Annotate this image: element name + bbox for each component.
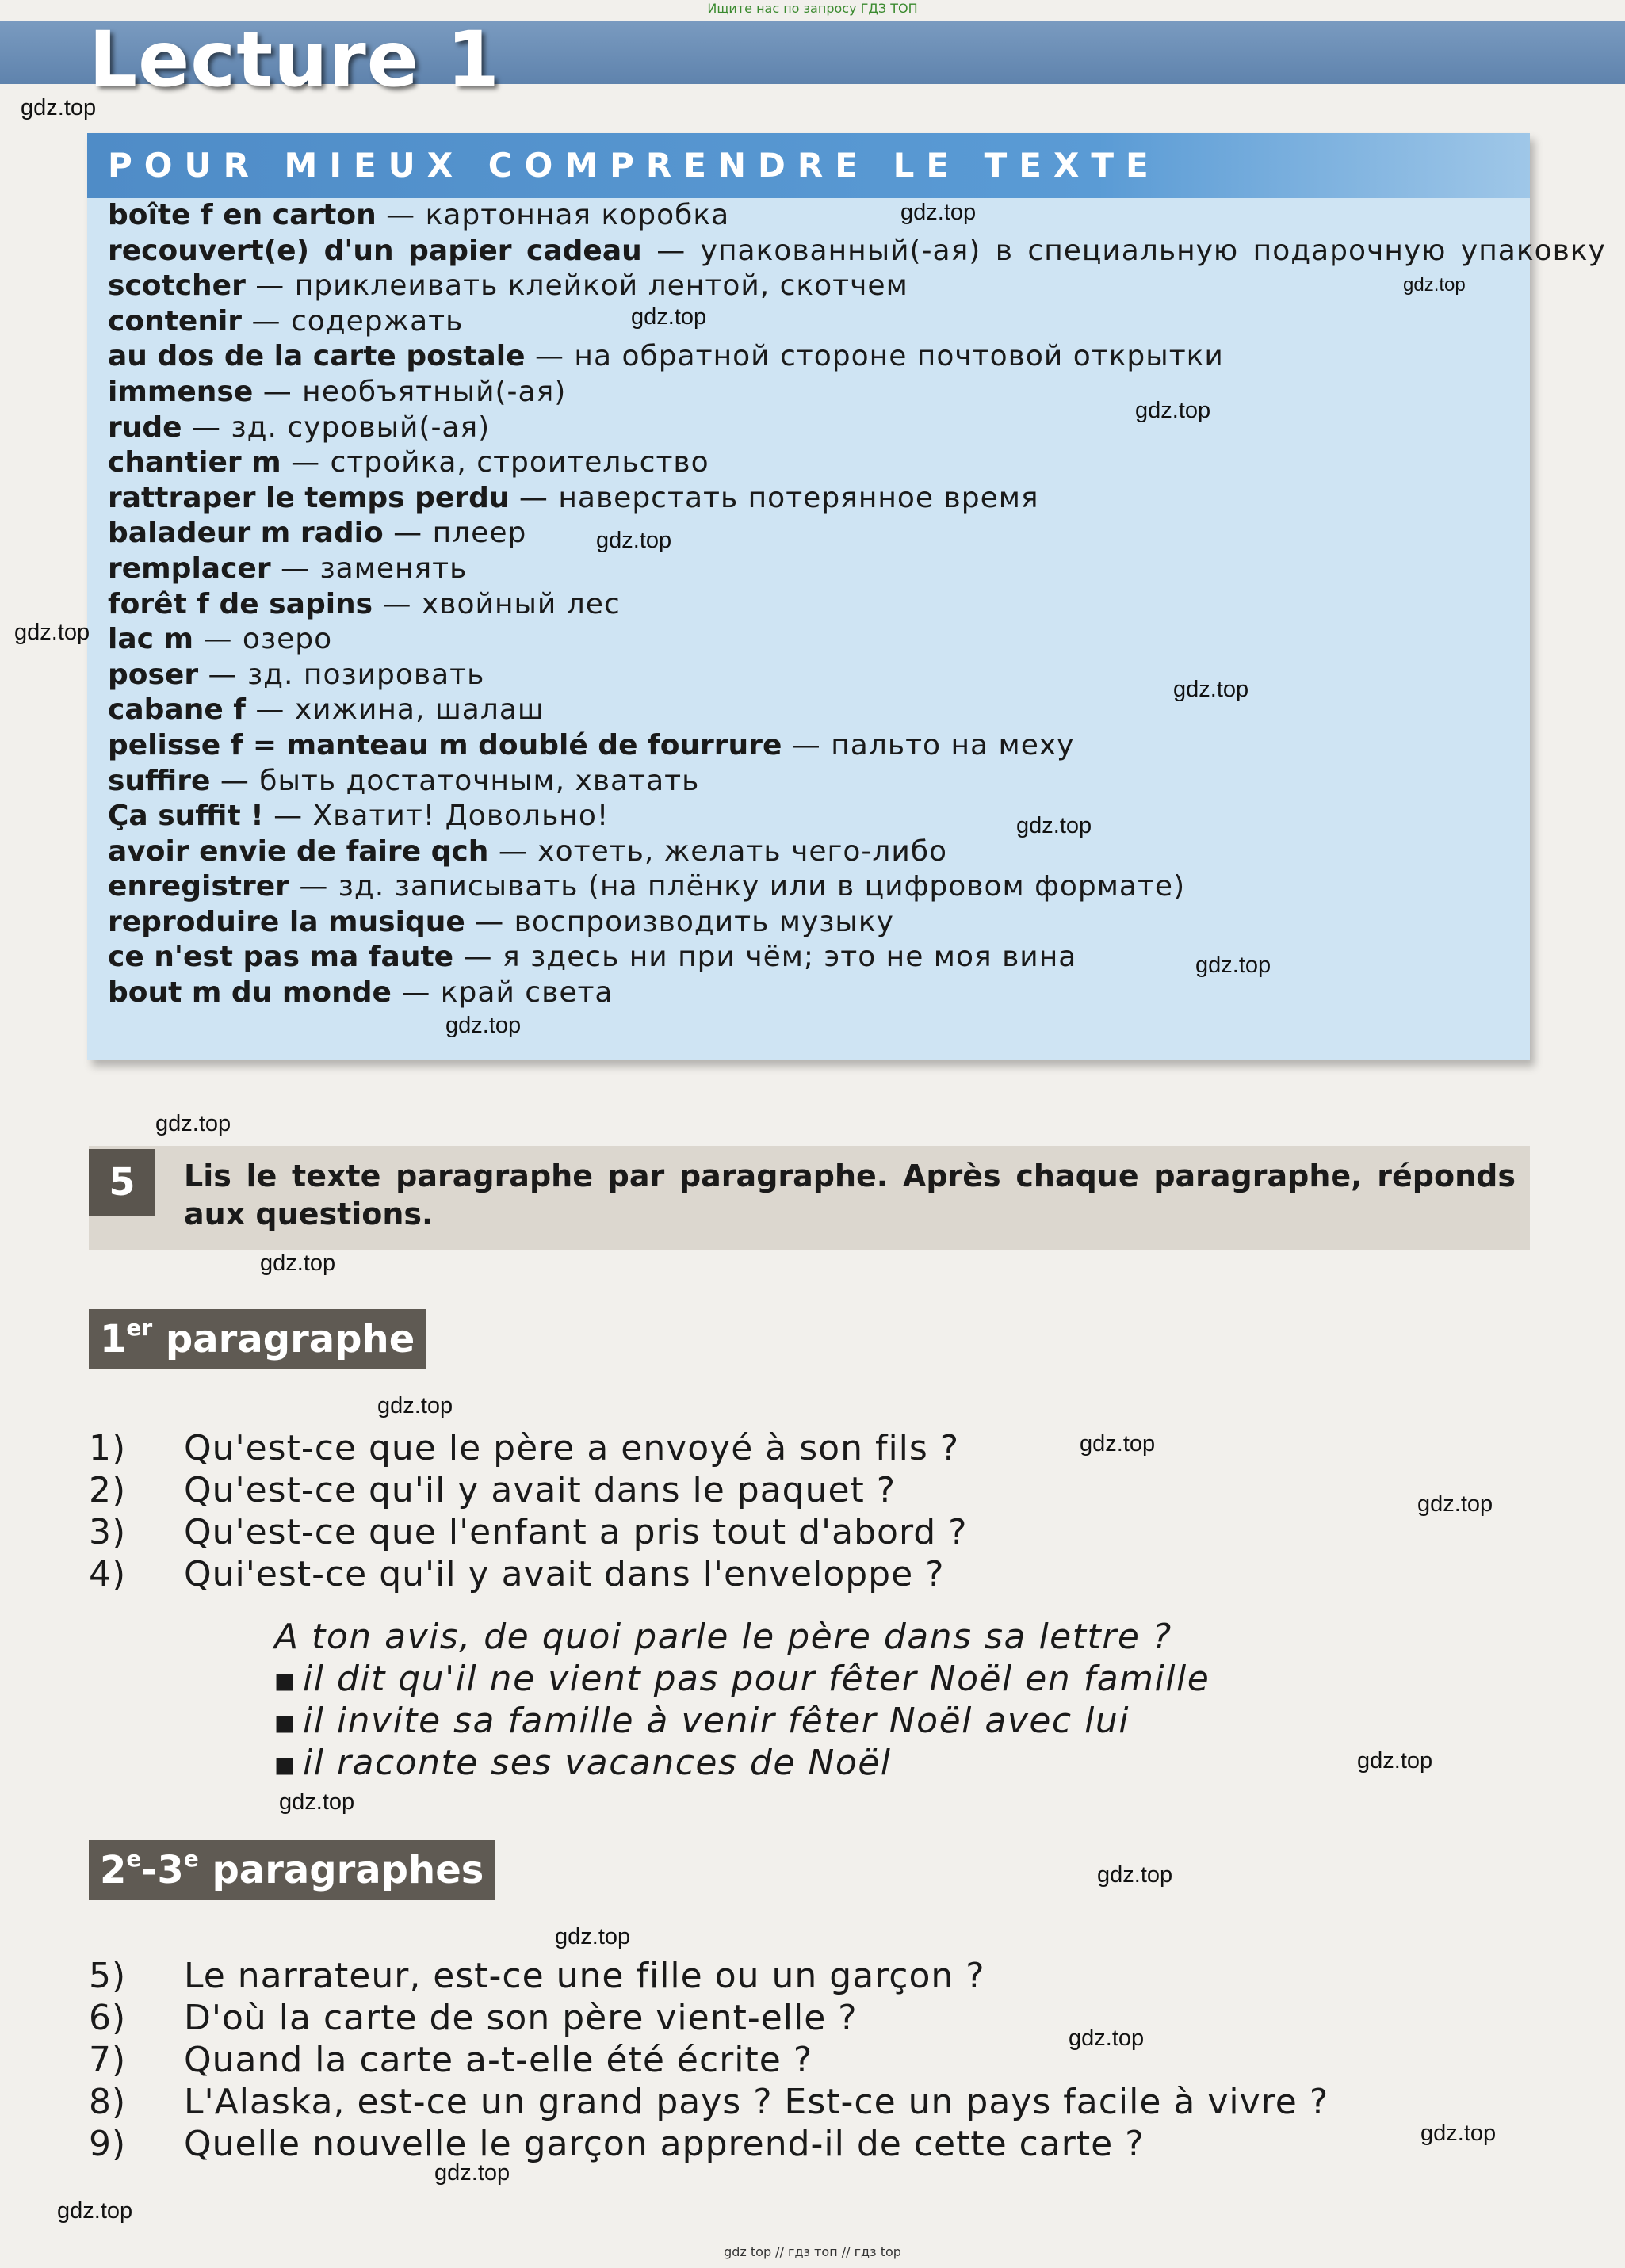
vocab-entry xyxy=(108,658,1519,693)
watermark: gdz.top xyxy=(900,200,977,225)
vocab-entry xyxy=(108,516,1519,552)
opinion-option xyxy=(274,1743,892,1785)
vocab-entry xyxy=(108,375,1519,410)
vocab-french: remplacer xyxy=(108,552,271,585)
question-text: Qu'est-ce que le père a envoyé à son fils ? xyxy=(184,1428,960,1468)
question-number: 6) xyxy=(89,1998,127,2038)
vocab-russian: — озеро xyxy=(193,623,333,656)
question-text: Qui'est-ce qu'il y avait dans l'enveloppe ? xyxy=(184,1554,945,1594)
watermark: gdz.top xyxy=(57,2198,133,2224)
vocab-french: forêt f de sapins xyxy=(108,587,373,620)
vocab-entry xyxy=(108,693,1519,728)
watermark: gdz.top xyxy=(1080,1431,1156,1457)
vocab-russian: — Хватит! Довольно! xyxy=(263,800,610,833)
vocab-russian: — хотеть, желать чего-либо xyxy=(488,834,948,868)
vocab-russian: — край света xyxy=(391,976,614,1010)
watermark: gdz.top xyxy=(555,1924,631,1949)
vocab-french: immense xyxy=(108,375,254,408)
watermark: gdz.top xyxy=(1195,953,1271,978)
question-item xyxy=(89,1998,858,2039)
opinion-option xyxy=(274,1701,1130,1743)
task-number: 5 xyxy=(89,1149,155,1216)
watermark: gdz.top xyxy=(445,1013,522,1038)
vocab-french: pelisse f = manteau m doublé de fourrure xyxy=(108,728,782,762)
vocab-russian: — картонная коробка xyxy=(376,199,730,231)
opinion-question: A ton avis, de quoi parle le père dans sa lettre ? xyxy=(274,1617,1172,1657)
watermark: gdz.top xyxy=(377,1393,453,1418)
vocab-entry xyxy=(108,339,1519,375)
question-item xyxy=(89,2040,812,2081)
vocab-french: rude xyxy=(108,410,182,444)
watermark: gdz.top xyxy=(155,1111,231,1136)
vocab-french: poser xyxy=(108,658,199,691)
vocab-russian: — заменять xyxy=(270,552,468,585)
vocab-entry xyxy=(108,905,1519,941)
question-text: Le narrateur, est-ce une fille ou un garçon ? xyxy=(184,1956,985,1996)
bottom-note: gdz top // гдз топ // гдз top xyxy=(724,2244,901,2259)
watermark: gdz.top xyxy=(631,304,707,330)
question-item xyxy=(89,1956,985,1997)
section-label-number: 2 xyxy=(100,1848,127,1892)
watermark: gdz.top xyxy=(1173,677,1249,702)
question-text: L'Alaska, est-ce un grand pays ? Est-ce un pays facile à vivre ? xyxy=(184,2082,1329,2122)
watermark: gdz.top xyxy=(1403,274,1466,296)
vocab-entry xyxy=(108,940,1519,976)
vocab-entry xyxy=(108,834,1519,870)
vocab-entry xyxy=(108,622,1519,658)
watermark: gdz.top xyxy=(14,620,90,645)
opinion-option-text: il raconte ses vacances de Noël xyxy=(303,1743,892,1783)
vocab-french: recouvert(e) d'un papier cadeau xyxy=(108,234,642,267)
watermark: gdz.top xyxy=(1097,1862,1173,1888)
vocab-entry xyxy=(108,410,1519,446)
vocab-french: cabane f xyxy=(108,693,246,727)
watermark: gdz.top xyxy=(21,95,97,120)
vocab-russian: — зд. позировать xyxy=(198,658,485,691)
vocab-russian: — стройка, строительство xyxy=(281,446,709,479)
vocab-french: reproduire la musique xyxy=(108,905,465,938)
vocab-russian: — хвойный лес xyxy=(373,587,621,620)
question-number: 2) xyxy=(89,1470,127,1510)
section-label-sup: e xyxy=(183,1846,199,1872)
vocab-french: avoir envie de faire qch xyxy=(108,834,489,868)
question-item xyxy=(89,1512,968,1553)
vocab-french: rattraper le temps perdu xyxy=(108,481,510,514)
vocab-russian: — воспроизводить музыку xyxy=(465,905,894,938)
section-label-sup: e xyxy=(126,1846,142,1872)
vocab-entry xyxy=(108,198,1519,234)
question-text: Qu'est-ce que l'enfant a pris tout d'abord ? xyxy=(184,1512,968,1552)
vocab-entry xyxy=(108,799,1519,834)
opinion-option-text: il dit qu'il ne vient pas pour fêter Noël en famille xyxy=(303,1659,1210,1699)
watermark: gdz.top xyxy=(434,2160,510,2186)
vocab-entry xyxy=(108,234,1606,269)
vocab-entry xyxy=(108,728,1519,764)
question-text: Qu'est-ce qu'il y avait dans le paquet ? xyxy=(184,1470,897,1510)
opinion-option xyxy=(274,1659,1210,1701)
question-number: 3) xyxy=(89,1512,127,1552)
vocab-russian: — зд. записывать (на плёнку или в цифровом формате) xyxy=(289,870,1186,903)
section-label-2 xyxy=(89,1840,495,1900)
watermark: gdz.top xyxy=(1357,1748,1433,1774)
task-box xyxy=(89,1146,1530,1250)
watermark: gdz.top xyxy=(260,1250,336,1276)
vocab-entry xyxy=(108,976,1519,1011)
section-label-text: paragraphe xyxy=(152,1317,415,1361)
question-item xyxy=(89,2124,1145,2165)
vocabulary-header xyxy=(87,133,1530,198)
vocabulary-heading: POUR MIEUX COMPRENDRE LE TEXTE xyxy=(108,146,1160,185)
vocab-french: Ça suffit ! xyxy=(108,800,264,833)
vocab-russian: — хижина, шалаш xyxy=(245,693,545,727)
vocab-russian: — необъятный(-ая) xyxy=(253,375,567,408)
watermark: gdz.top xyxy=(1016,813,1092,838)
vocab-entry xyxy=(108,481,1519,517)
vocab-french: bout m du monde xyxy=(108,976,392,1010)
vocab-french: lac m xyxy=(108,623,194,656)
vocab-entry xyxy=(108,764,1519,800)
section-label-text: paragraphes xyxy=(198,1848,484,1892)
vocab-french: suffire xyxy=(108,764,211,797)
vocab-russian: — упакованный(-ая) в специальную подарочную упаковку xyxy=(641,234,1606,267)
question-number: 8) xyxy=(89,2082,127,2122)
section-label-dash: -3 xyxy=(141,1848,184,1892)
watermark: gdz.top xyxy=(1420,2121,1497,2146)
question-item xyxy=(89,1554,945,1595)
question-text: D'où la carte de son père vient-elle ? xyxy=(184,1998,858,2038)
question-number: 7) xyxy=(89,2040,127,2080)
vocab-russian: — зд. суровый(-ая) xyxy=(182,410,491,444)
vocab-french: chantier m xyxy=(108,446,281,479)
vocab-entry xyxy=(108,269,1519,304)
question-item xyxy=(89,2082,1329,2123)
section-label-sup: er xyxy=(126,1315,153,1341)
vocab-russian: — наверстать потерянное время xyxy=(509,481,1039,514)
watermark: gdz.top xyxy=(596,528,672,553)
vocab-russian: — я здесь ни при чём; это не моя вина xyxy=(453,941,1077,974)
page-title: Lecture 1 xyxy=(89,15,501,104)
section-label-number: 1 xyxy=(100,1317,127,1361)
section-label-1 xyxy=(89,1309,426,1369)
vocab-russian: — пальто на меху xyxy=(782,728,1075,762)
opinion-option-text: il invite sa famille à venir fêter Noël avec lui xyxy=(303,1701,1130,1741)
vocabulary-box xyxy=(87,133,1606,1060)
vocab-french: baladeur m radio xyxy=(108,517,384,550)
vocab-entry xyxy=(108,587,1519,623)
question-text: Quelle nouvelle le garçon apprend-il de cette carte ? xyxy=(184,2124,1145,2164)
vocab-french: enregistrer xyxy=(108,870,289,903)
question-number: 9) xyxy=(89,2124,127,2164)
bullet-icon: ■ xyxy=(274,1751,296,1777)
vocab-french: scotcher xyxy=(108,269,246,303)
vocab-entry xyxy=(108,552,1519,587)
vocab-entry xyxy=(108,304,1519,340)
top-note: Ищите нас по запросу ГДЗ ТОП xyxy=(707,1,918,16)
watermark: gdz.top xyxy=(279,1789,355,1815)
vocab-french: boîte f en carton xyxy=(108,199,377,231)
watermark: gdz.top xyxy=(1069,2026,1145,2051)
vocab-entry xyxy=(108,869,1519,905)
vocab-russian: — плеер xyxy=(383,517,527,550)
bullet-icon: ■ xyxy=(274,1667,296,1693)
question-item xyxy=(89,1470,896,1511)
question-item xyxy=(89,1428,959,1469)
question-number: 5) xyxy=(89,1956,127,1996)
vocab-russian: — быть достаточным, хватать xyxy=(210,764,700,797)
vocab-entry xyxy=(108,445,1519,481)
question-number: 1) xyxy=(89,1428,127,1468)
vocab-french: ce n'est pas ma faute xyxy=(108,941,454,974)
bullet-icon: ■ xyxy=(274,1709,296,1735)
vocab-french: au dos de la carte postale xyxy=(108,340,526,373)
vocabulary-list xyxy=(108,198,1606,1011)
watermark: gdz.top xyxy=(1135,398,1211,423)
task-instruction: Lis le texte paragraphe par paragraphe. Après chaque paragraphe, réponds aux questions. xyxy=(184,1159,1516,1231)
question-text: Quand la carte a-t-elle été écrite ? xyxy=(184,2040,813,2080)
vocab-russian: — содержать xyxy=(242,304,464,338)
question-number: 4) xyxy=(89,1554,127,1594)
vocab-french: contenir xyxy=(108,304,243,338)
vocab-russian: — на обратной стороне почтовой открытки xyxy=(525,340,1224,373)
vocab-russian: — приклеивать клейкой лентой, скотчем xyxy=(245,269,908,303)
watermark: gdz.top xyxy=(1417,1491,1493,1517)
